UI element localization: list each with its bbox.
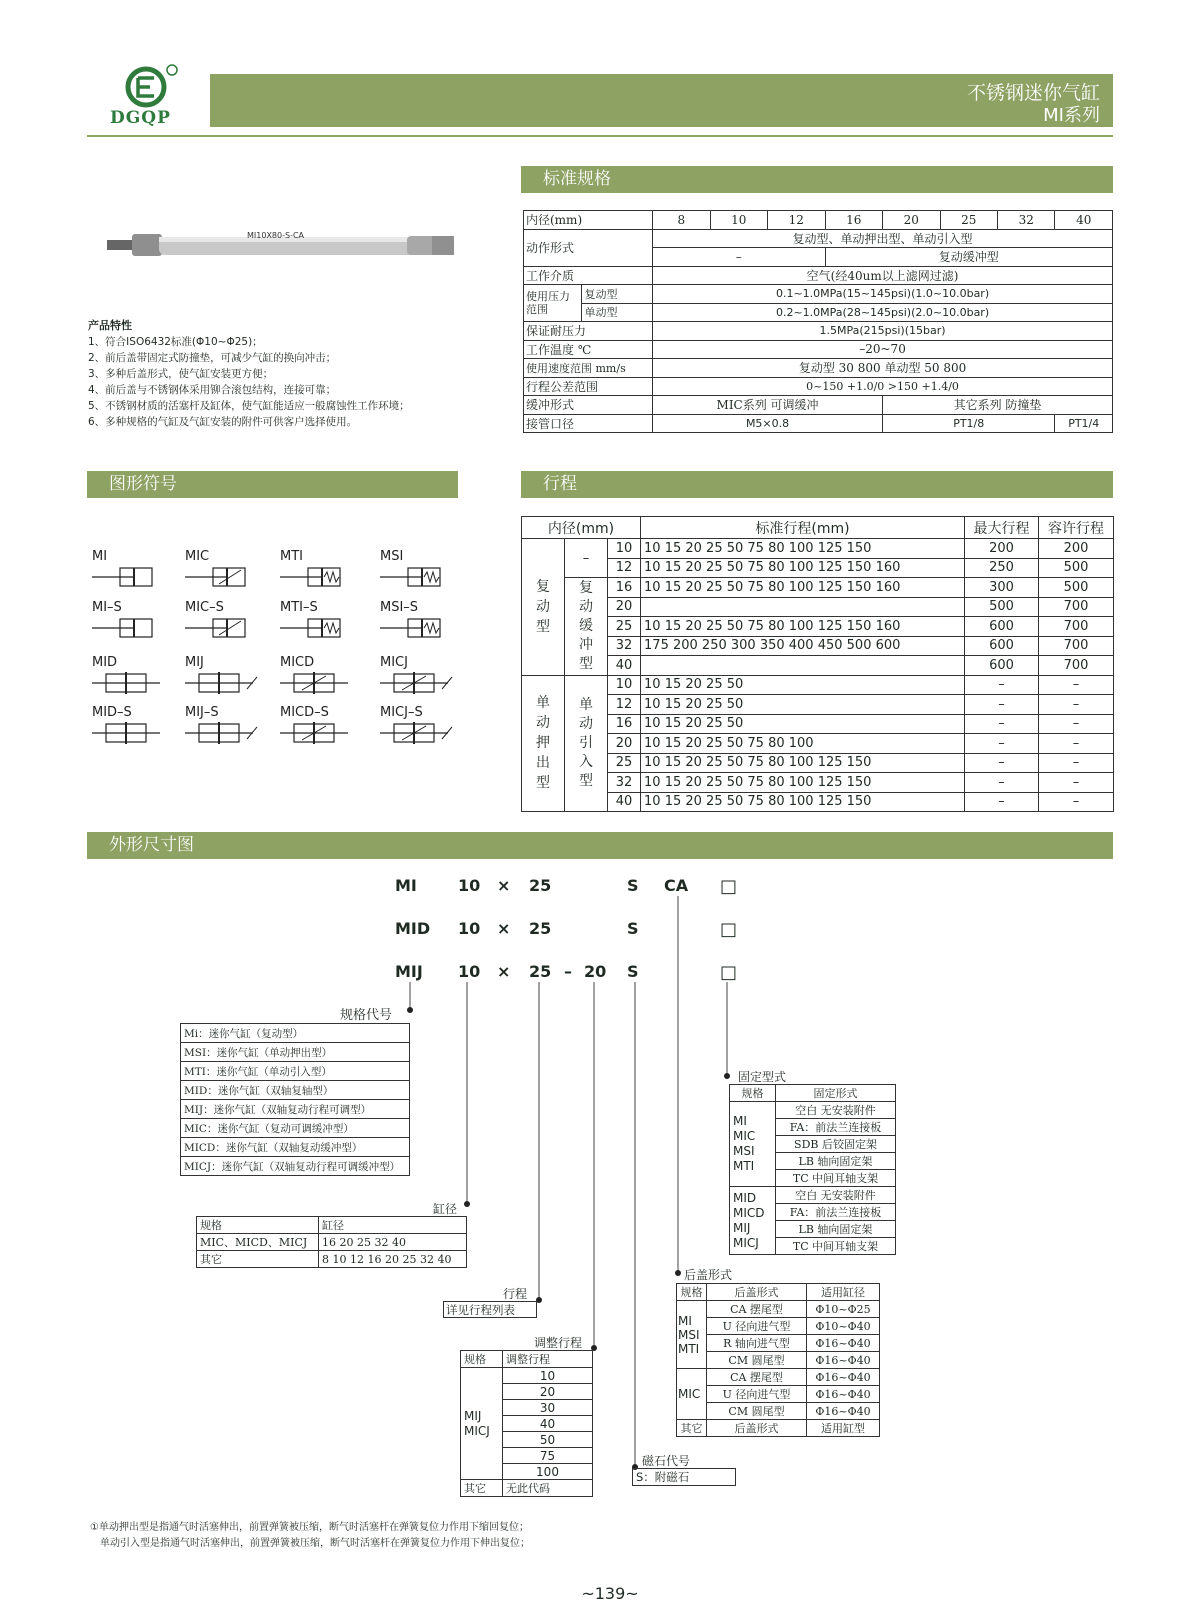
mount-option: TC 中间耳轴支架 [776,1170,896,1187]
rear-option: R 轴向进气型 [707,1335,807,1352]
pressure-single-value: 0.2~1.0MPa(28~145psi)(2.0~10.0bar) [653,303,1113,322]
model-code-part: S [627,876,639,895]
stroke-row [522,695,1114,715]
rear-header: 规格 [677,1284,707,1301]
bore-cell: 16 20 25 32 40 [319,1234,467,1251]
symbol-label: MICD–S [280,705,329,720]
symbol-label: MIC–S [185,600,224,615]
mount-row [730,1102,896,1119]
type-code-row [181,1119,410,1138]
stroke-std: 10 15 20 25 50 75 80 100 125 150 [641,539,965,559]
rear-row [677,1301,880,1318]
mount-option: LB 轴向固定架 [776,1221,896,1238]
features-title: 产品特性 [88,319,132,332]
stroke-bore: 40 [608,656,641,676]
pressure-double-label: 复动型 [582,285,653,304]
mount-option: 空白 无安装附件 [776,1187,896,1204]
stroke-max: – [965,675,1039,695]
action-label: 动作形式 [524,229,653,266]
stroke-bore: 25 [608,753,641,773]
stroke-row [522,675,1114,695]
features [88,318,498,430]
adjust-value: 75 [503,1448,593,1464]
cylinder-symbol-icon [280,619,340,637]
cylinder-symbol-icon [280,568,340,586]
type-code-cell: MICD：迷你气缸（双轴复动缓冲型） [181,1138,410,1157]
model-code-part: 10 [458,876,481,895]
cylinder-symbol-icon [185,722,257,744]
symbol-label: MTI [280,549,303,564]
bore-cell: 其它 [197,1251,319,1268]
mount-option: TC 中间耳轴支架 [776,1238,896,1255]
feature-item: 1、符合ISO6432标准(Φ10~Φ25)； [88,336,263,348]
proof-value: 1.5MPa(215psi)(15bar) [653,322,1113,341]
rear-option: CM 圆尾型 [707,1352,807,1369]
option-box: □ [720,919,738,940]
stroke-std: 10 15 20 25 50 75 80 100 125 150 160 [641,617,965,637]
stroke-bore: 10 [608,675,641,695]
model-code-part: × [497,919,511,938]
photo-marking: MI10X80-S-CA [247,231,305,240]
option-box: □ [720,962,738,983]
rear-bore: Φ16~Φ40 [807,1369,880,1386]
logo-text: DGQP [110,108,171,128]
rear-header: 后盖形式 [707,1284,807,1301]
stroke-allow: – [1039,792,1114,812]
stroke-max: – [965,734,1039,754]
logo [108,62,198,132]
model-code-part: 25 [529,962,552,981]
stroke-max: – [965,695,1039,715]
model-code-part: × [497,962,511,981]
tolerance-label: 行程公差范围 [524,377,653,396]
symbol-label: MICD [280,655,315,670]
model-code-part: MIJ [395,962,423,981]
symbol-label: MID–S [92,705,132,720]
stroke-note-title: 行程 [503,1287,528,1301]
rear-bore: Φ16~Φ40 [807,1352,880,1369]
stroke-bore: 40 [608,792,641,812]
model-code-part: S [627,919,639,938]
model-code-part: 25 [529,876,552,895]
pressure-double-value: 0.1~1.0MPa(15~145psi)(1.0~10.0bar) [653,285,1113,304]
stroke-row [522,597,1114,617]
rear-row [677,1403,880,1420]
bore-cell: 缸径 [319,1217,467,1234]
type-code-cell: MICJ：迷你气缸（双轴复动行程可调缓冲型） [181,1157,410,1176]
pressure-label: 使用压力范围 [524,285,582,322]
port-2: PT1/8 [883,414,1055,433]
pressure-single-label: 单动型 [582,303,653,322]
rear-header: 适用缸径 [807,1284,880,1301]
adjust-other: 无此代码 [503,1480,593,1497]
action-row2-right: 复动缓冲型 [825,248,1112,267]
stroke-bore: 16 [608,714,641,734]
speed-value: 复动型 30 800 单动型 50 800 [653,359,1113,378]
stroke-bore: 12 [608,695,641,715]
type-code-row [181,1062,410,1081]
mount-option: FA：前法兰连接板 [776,1119,896,1136]
stroke-std [641,597,965,617]
stroke-allow: – [1039,695,1114,715]
option-box: □ [720,876,738,897]
stroke-std: 10 15 20 25 50 75 80 100 125 150 160 [641,558,965,578]
stroke-allow: 700 [1039,636,1114,656]
stroke-bore: 10 [608,539,641,559]
type-code-cell: MIC：迷你气缸（复动可调缓冲型） [181,1119,410,1138]
feature-item: 5、不锈钢材质的活塞杆及缸体，使气缸能适应一般腐蚀性工作环境； [88,400,410,412]
symbol-label: MIJ [185,655,204,670]
stroke-allow: – [1039,734,1114,754]
stroke-std: 10 15 20 25 50 75 80 100 125 150 160 [641,578,965,598]
adjust-row [461,1368,593,1384]
spec-row-bore [524,211,1113,230]
header-title-1: 不锈钢迷你气缸 [966,82,1100,104]
bore-row [197,1217,467,1234]
stroke-max: – [965,773,1039,793]
rear-other: 适用缸型 [807,1420,880,1437]
rear-models: MIC [677,1369,707,1420]
stroke-table [521,516,1114,812]
stroke-sub-dash: – [565,539,608,578]
mount-table [729,1084,896,1255]
magnet-title: 磁石代号 [642,1454,691,1468]
adjust-value: 40 [503,1416,593,1432]
bore-value: 12 [768,211,825,230]
header-rule [87,135,1113,137]
rear-other: 后盖形式 [707,1420,807,1437]
adjust-table [460,1350,593,1497]
stroke-bore: 16 [608,578,641,598]
mount-option: LB 轴向固定架 [776,1153,896,1170]
footnote-1: ①单动押出型是指通气时活塞伸出，前置弹簧被压缩，断气时活塞杆在弹簧复位力作用下缩回复位； [90,1522,529,1533]
feature-item: 3、多种后盖形式，使气缸安装更方便； [88,368,274,380]
feature-item: 4、前后盖与不锈钢体采用铆合滚包结构，连接可靠； [88,384,337,396]
cylinder-symbol-icon [185,568,245,586]
cylinder-symbol-icon [92,722,160,744]
type-code-cell: MTI：迷你气缸（单动引入型） [181,1062,410,1081]
stroke-max: 600 [965,617,1039,637]
rear-row [677,1386,880,1403]
stroke-std [641,656,965,676]
action-row1: 复动型、单动押出型、单动引入型 [653,229,1113,248]
stroke-row [522,714,1114,734]
stroke-bore: 20 [608,734,641,754]
stroke-header-std: 标准行程(mm) [641,517,965,539]
stroke-note: 详见行程列表 [443,1301,537,1318]
cylinder-symbol-icon [92,619,152,637]
rear-option: U 径向进气型 [707,1318,807,1335]
type-code-row [181,1081,410,1100]
stroke-row [522,636,1114,656]
mount-option: SDB 后铰固定架 [776,1136,896,1153]
port-label: 接管口径 [524,414,653,433]
stroke-bore: 25 [608,617,641,637]
rear-title: 后盖形式 [684,1268,733,1282]
mount-option: FA：前法兰连接板 [776,1204,896,1221]
bore-cell: 8 10 12 16 20 25 32 40 [319,1251,467,1268]
stroke-allow: – [1039,714,1114,734]
mount-title: 固定型式 [738,1070,787,1084]
rear-bore: Φ16~Φ40 [807,1386,880,1403]
rear-models: MI MSI MTI [677,1301,707,1369]
type-code-cell: MSI：迷你气缸（单动押出型） [181,1043,410,1062]
adjust-header: 规格 [461,1351,503,1368]
stroke-max: 500 [965,597,1039,617]
symbol-label: MSI [380,549,404,564]
type-code-row [181,1157,410,1176]
stroke-allow: 700 [1039,656,1114,676]
adjust-model: MIJ MICJ [461,1368,503,1480]
cylinder-symbol-icon [92,672,160,694]
symbol-label: MID [92,655,118,670]
stroke-header-max: 最大行程 [965,517,1039,539]
leader-dot [407,1007,413,1013]
stroke-allow: – [1039,753,1114,773]
rear-option: CM 圆尾型 [707,1403,807,1420]
stroke-std: 10 15 20 25 50 75 80 100 125 150 [641,792,965,812]
symbols-grid [90,548,470,758]
stroke-group-label: 复动型 [522,539,565,676]
stroke-std: 10 15 20 25 50 [641,695,965,715]
rear-row [677,1352,880,1369]
stroke-row [522,656,1114,676]
stroke-allow: 500 [1039,558,1114,578]
stroke-row [522,753,1114,773]
rear-bore: Φ16~Φ40 [807,1335,880,1352]
rear-row [677,1335,880,1352]
stroke-bore: 20 [608,597,641,617]
symbol-label: MIJ–S [185,705,219,720]
mount-header: 规格 [730,1085,776,1102]
mount-models: MID MICD MIJ MICJ [730,1187,776,1255]
stroke-max: – [965,753,1039,773]
stroke-group-label: 单动押出型 [522,675,565,812]
rear-option: CA 摆尾型 [707,1369,807,1386]
stroke-row [522,558,1114,578]
leader-dot [675,1270,681,1276]
feature-item: 6、多种规格的气缸及气缸安装的附件可供客户选择使用。 [88,416,358,428]
rear-bore: Φ10~Φ25 [807,1301,880,1318]
mount-row [730,1187,896,1204]
adjust-title: 调整行程 [534,1336,583,1350]
dims-section-bar: 外形尺寸图 [87,832,1113,859]
stroke-bore: 32 [608,636,641,656]
rear-row [677,1318,880,1335]
cylinder-symbol-icon [280,722,348,744]
bore-cell: 规格 [197,1217,319,1234]
model-code-part: MID [395,919,431,938]
port-3: PT1/4 [1055,414,1113,433]
model-code-part: – [564,962,572,981]
spec-section-bar: 标准规格 [521,166,1113,193]
rear-table [676,1283,880,1437]
type-code-row [181,1138,410,1157]
stroke-section-bar: 行程 [521,471,1113,498]
type-code-cell: MID：迷你气缸（双轴复轴型） [181,1081,410,1100]
bore-value: 32 [997,211,1054,230]
bore-table [196,1216,467,1268]
cushion-label: 缓冲形式 [524,396,653,415]
symbol-label: MIC [185,549,210,564]
cylinder-symbol-icon [185,672,257,694]
bore-label: 内径(mm) [524,211,653,230]
stroke-max: 600 [965,656,1039,676]
stroke-allow: – [1039,773,1114,793]
type-code-table [180,1023,410,1176]
type-code-row [181,1043,410,1062]
stroke-header-bore: 内径(mm) [522,517,641,539]
stroke-max: 300 [965,578,1039,598]
rear-bore: Φ16~Φ40 [807,1403,880,1420]
stroke-sub-label: 单动引入型 [565,675,608,812]
stroke-std: 10 15 20 25 50 [641,675,965,695]
stroke-max: 600 [965,636,1039,656]
type-code-row [181,1100,410,1119]
stroke-std: 175 200 250 300 350 400 450 500 600 [641,636,965,656]
proof-label: 保证耐压力 [524,322,653,341]
cylinder-symbol-icon [280,672,348,694]
adjust-value: 10 [503,1368,593,1384]
symbol-label: MICJ [380,655,408,670]
bore-value: 8 [653,211,710,230]
bore-cell: MIC、MICD、MICJ [197,1234,319,1251]
cushion-right: 其它系列 防撞垫 [883,396,1113,415]
stroke-row [522,792,1114,812]
stroke-row [522,578,1114,598]
bore-value: 25 [940,211,997,230]
stroke-max: 250 [965,558,1039,578]
mount-option: 空白 无安装附件 [776,1102,896,1119]
symbol-label: MI [92,549,108,564]
stroke-sub-label: 复动缓冲型 [565,578,608,676]
action-row2-left: – [653,248,825,267]
adjust-value: 100 [503,1464,593,1480]
bore-row [197,1234,467,1251]
symbol-label: MSI–S [380,600,419,615]
stroke-allow: 700 [1039,617,1114,637]
spec-table [523,210,1113,433]
type-code-row [181,1024,410,1043]
stroke-row [522,734,1114,754]
stroke-max: – [965,714,1039,734]
cylinder-symbol-icon [185,619,245,637]
model-code-part: 20 [584,962,607,981]
symbol-label: MTI–S [280,600,318,615]
type-code-cell: MIJ：迷你气缸（双轴复动行程可调型） [181,1100,410,1119]
type-code-cell: Mi：迷你气缸（复动型） [181,1024,410,1043]
stroke-row [522,773,1114,793]
stroke-bore: 12 [608,558,641,578]
adjust-value: 50 [503,1432,593,1448]
header-title-2: MI系列 [1043,105,1100,126]
temp-value: –20~70 [653,340,1113,359]
bore-row [197,1251,467,1268]
leader-dot [724,1073,730,1079]
rear-option: CA 摆尾型 [707,1301,807,1318]
symbols-section-bar: 图形符号 [87,471,458,498]
stroke-row [522,617,1114,637]
stroke-max: 200 [965,539,1039,559]
adjust-header: 调整行程 [503,1351,593,1368]
rear-option: U 径向进气型 [707,1386,807,1403]
adjust-value: 20 [503,1384,593,1400]
page-number: ~139~ [581,1584,639,1603]
model-code-part: 10 [458,962,481,981]
rear-bore: Φ10~Φ40 [807,1318,880,1335]
cylinder-symbol-icon [380,568,440,586]
cushion-left: MIC系列 可调缓冲 [653,396,883,415]
stroke-row [522,539,1114,559]
feature-item: 2、前后盖带固定式防撞垫，可减少气缸的换向冲击； [88,352,337,364]
bore-title: 缸径 [433,1202,458,1216]
medium-value: 空气(经40um以上滤网过滤) [653,266,1113,285]
stroke-header-allow: 容许行程 [1039,517,1114,539]
symbol-label: MICJ–S [380,705,423,720]
stroke-max: – [965,792,1039,812]
rear-other: 其它 [677,1420,707,1437]
cylinder-symbol-icon [380,722,452,744]
model-code-part: × [497,876,511,895]
mount-models: MI MIC MSI MTI [730,1102,776,1187]
cylinder-symbol-icon [380,619,440,637]
stroke-std: 10 15 20 25 50 75 80 100 125 150 [641,753,965,773]
bore-value: 40 [1055,211,1113,230]
product-photo [107,222,457,272]
type-code-title: 规格代号 [340,1008,393,1023]
mount-header: 固定形式 [776,1085,896,1102]
cylinder-symbol-icon [380,672,452,694]
temp-label: 工作温度 ℃ [524,340,653,359]
adjust-value: 30 [503,1400,593,1416]
bore-value: 20 [883,211,940,230]
tolerance-value: 0~150 +1.0/0 >150 +1.4/0 [653,377,1113,396]
symbol-label: MI–S [92,600,122,615]
model-code-part: 10 [458,919,481,938]
model-code-part: S [627,962,639,981]
stroke-std: 10 15 20 25 50 75 80 100 125 150 [641,773,965,793]
bore-value: 10 [710,211,767,230]
stroke-allow: 500 [1039,578,1114,598]
footnote-2: 单动引入型是指通气时活塞伸出，前置弹簧被压缩，断气时活塞杆在弹簧复位力作用下伸出复位； [100,1538,530,1549]
stroke-allow: 200 [1039,539,1114,559]
cylinder-symbol-icon [92,568,152,586]
bore-value: 16 [825,211,882,230]
model-code-part: 25 [529,919,552,938]
leader-dot [464,1201,470,1207]
stroke-allow: 700 [1039,597,1114,617]
stroke-std: 10 15 20 25 50 75 80 100 [641,734,965,754]
medium-label: 工作介质 [524,266,653,285]
adjust-other: 其它 [461,1480,503,1497]
magnet-value: S：附磁石 [632,1468,736,1486]
stroke-allow: – [1039,675,1114,695]
stroke-std: 10 15 20 25 50 [641,714,965,734]
model-code-part: CA [664,876,689,895]
model-code-part: MI [395,876,417,895]
stroke-bore: 32 [608,773,641,793]
port-1: M5×0.8 [653,414,883,433]
speed-label: 使用速度范围 mm/s [524,359,653,378]
rear-row [677,1369,880,1386]
